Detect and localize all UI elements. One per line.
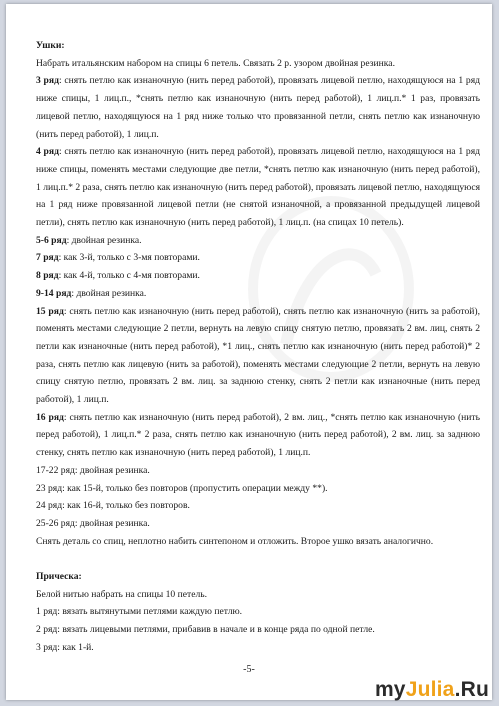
paragraph-spacer: [36, 550, 480, 568]
paragraph: [36, 303, 480, 409]
text-run: 3 ряд: как 1-й.: [36, 641, 94, 653]
text-run: : снять петлю как изнаночную (нить перед работой), провязать лицевой петлю, находящуюся на 1 ряд ниже спицы, поменять местами следующие две петли, *снять петлю как изнаночную (нить перед работой), 1 лиц.п.* 2 раза, снять петлю как изнаночную (нить перед работой), провязать лицевой петлю, находящуюся на 1 ряд ниже провязанной лицевой петли (не снятой изнаночной, а провязанной предыдущей лицевой петли), снять петлю как изнаночную (нить перед работой), 1 лиц.п. (на спицах 10 петель).: [36, 146, 481, 229]
text-run: Белой нитью набрать на спицы 10 петель.: [36, 588, 208, 600]
paragraph: [36, 621, 480, 639]
paragraph: [36, 639, 480, 657]
paragraph: [36, 462, 480, 480]
text-run: 23 ряд: как 15-й, только без повторов (пропустить операции между **).: [36, 482, 328, 494]
text-run: : снять петлю как изнаночную (нить перед работой), 2 вм. лиц., *снять петлю как изнаночную (нить перед работой), 1 лиц.п.* 2 раза, снять петлю как изнаночную (нить перед работой), 2 вм. лиц. за заднюю стенку, снять петлю как изнаночную (нить перед работой), 1 лиц.п.: [36, 411, 480, 459]
text-run: 25-26 ряд: двойная резинка.: [36, 517, 150, 529]
text-run: Снять деталь со спиц, неплотно набить синтепоном и отложить. Второе ушко вязать аналогично.: [36, 535, 434, 547]
document-page: [6, 4, 492, 700]
paragraph: [36, 232, 480, 250]
text-run: 17-22 ряд: двойная резинка.: [36, 464, 150, 476]
text-run: 1 ряд: вязать вытянутыми петлями каждую петлю.: [36, 606, 243, 618]
paragraph: [36, 55, 480, 73]
paragraph: [36, 72, 480, 143]
paragraph: [36, 603, 480, 621]
text-run: : двойная резинка.: [71, 287, 147, 299]
text-run: : снять петлю как изнаночную (нить перед работой), провязать лицевой петлю, находящуюся на 1 ряд ниже спицы, 1 лиц.п., *снять петлю как изнаночную (нить перед работой), 1 лиц.п.* 1 раз, провязать лицевой петлю, находящуюся на 1 ряд ниже только что провязанной петли, снять петлю как изнаночную (нить перед работой), 1 лиц.п.: [36, 75, 481, 140]
bold-text-run: 8 ряд: [36, 270, 59, 282]
paragraph: [36, 143, 480, 232]
logo-suffix: .Ru: [454, 678, 489, 701]
text-run: : как 3-й, только с 3-мя повторами.: [58, 252, 200, 264]
paragraph: [36, 409, 480, 462]
bold-text-run: 7 ряд: [36, 252, 59, 264]
bold-text-run: 5-6 ряд: [36, 234, 67, 246]
bold-text-run: 15 ряд: [36, 305, 64, 317]
bold-text-run: 16 ряд: [36, 411, 64, 423]
text-run: : как 4-й, только с 4-мя повторами.: [58, 270, 200, 282]
document-body: [36, 37, 480, 657]
site-logo: [375, 678, 489, 702]
text-run: 24 ряд: как 16-й, только без повторов.: [36, 500, 190, 512]
paragraph: [36, 37, 480, 55]
paragraph: [36, 533, 480, 551]
paragraph: [36, 568, 480, 586]
bold-text-run: 9-14 ряд: [36, 287, 72, 299]
paragraph: [36, 515, 480, 533]
page-number: -5-: [243, 664, 255, 675]
bold-text-run: 3 ряд: [36, 75, 59, 87]
paragraph: [36, 497, 480, 515]
text-run: : двойная резинка.: [66, 234, 142, 246]
logo-brand: Julia: [405, 678, 455, 701]
paragraph: [36, 285, 480, 303]
logo-prefix: my: [374, 678, 406, 701]
bold-text-run: Ушки:: [36, 40, 65, 51]
text-run: 2 ряд: вязать лицевыми петлями, прибавив в начале и в конце ряда по одной петле.: [36, 624, 375, 636]
paragraph: [36, 586, 480, 604]
bold-text-run: Прическа:: [36, 571, 82, 583]
text-run: Набрать итальянским набором на спицы 6 петель. Связать 2 р. узором двойная резинка.: [36, 57, 395, 69]
paragraph: [36, 249, 480, 267]
paragraph: [36, 267, 480, 285]
paragraph: [36, 480, 480, 498]
bold-text-run: 4 ряд: [36, 146, 59, 158]
text-run: : снять петлю как изнаночную (нить перед работой), снять петлю как изнаночную (нить за работой), поменять местами следующие 2 петли, вернуть на левую спицу снятую петлю, провязать 2 вм. лиц, снять 2 петли как изнаночные (нить перед работой), *1 лиц., снять петлю как изнаночную (нить перед работой)* 2 раза, снять петлю как лицевую (нить за работой), поменять местами следующие 2 петли, вернуть на левую спицу снятую петлю, провязать 2 вм. лиц. за заднюю стенку, снять 2 петли как изнаночные (нить перед работой), 1 лиц.п.: [36, 305, 480, 406]
